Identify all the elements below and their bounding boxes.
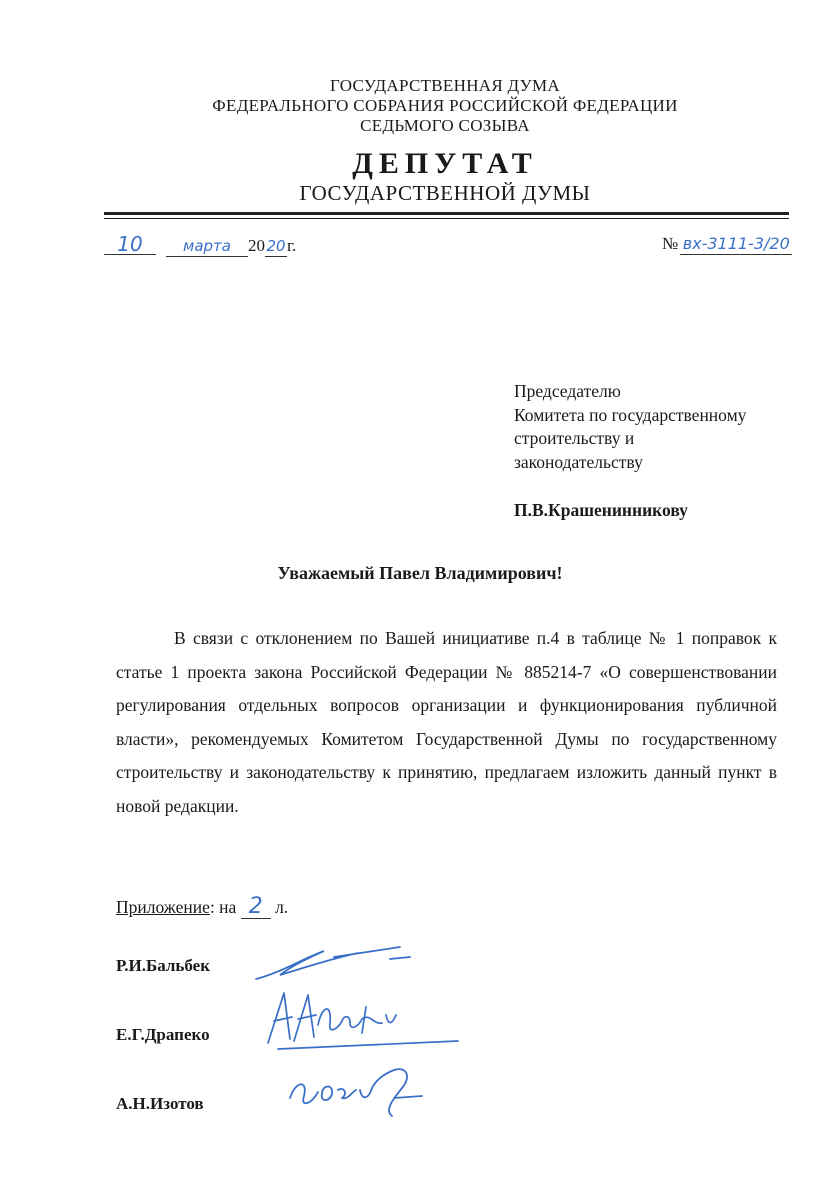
reference-number-field [662,234,792,255]
letterhead-line-1: ГОСУДАРСТВЕННАЯ ДУМА [330,76,560,95]
appendix-prefix: : на [209,897,237,917]
letterhead-line-3: СЕДЬМОГО СОЗЫВА [360,116,530,135]
signature-izotov [282,1060,452,1125]
signatory-name-2: Е.Г.Драпеко [116,1025,210,1044]
date-field [104,234,296,257]
letterhead-subtitle: ГОСУДАРСТВЕННОЙ ДУМЫ [299,181,591,205]
signature-drapeko [258,985,468,1060]
letterhead [100,76,790,206]
reference-number: вх-3111-3/20 [680,234,792,255]
signatory-name-3: А.Н.Изотов [116,1094,204,1113]
date-suffix: г. [287,236,297,255]
addressee-line-1: Председателю [514,381,621,401]
addressee-line-2: Комитета по государственному [514,404,747,425]
reference-label: № [662,234,679,253]
header-divider-thin [104,218,789,219]
date-year-suffix: 20 [266,237,286,255]
appendix-pages: 2 [241,896,271,919]
letterhead-title: ДЕПУТАТ [352,147,538,180]
letter-body: В связи с отклонением по Вашей инициативе п.4 в таблице № 1 поправок к статье 1 проекта закона Российской Федерации № 885214-7 «О совершенствовании регулирования отдельных вопросов организации и функционирования публичной власти», рекомендуемых Комитетом Государственной Думы по государственному строительству и законодательству к принятию, предлагаем изложить данный пункт в новой редакции. [116,628,777,816]
signatory-name-1: Р.И.Бальбек [116,956,211,975]
date-day: 10 [104,234,156,255]
addressee-name: П.В.Крашенинникову [514,500,688,520]
letterhead-line-2: ФЕДЕРАЛЬНОГО СОБРАНИЯ РОССИЙСКОЙ ФЕДЕРАЦИИ [212,96,678,115]
appendix-line [116,896,288,919]
appendix-suffix: л. [275,897,289,917]
header-divider-thick [104,212,789,215]
salutation: Уважаемый Павел Владимирович! [277,563,563,583]
addressee-line-4: законодательству [514,451,643,472]
date-year-prefix: 20 [248,236,265,255]
date-month: марта [166,236,248,257]
addressee-block [514,380,746,523]
addressee-line-3: строительству и [514,428,635,448]
signature-balbek [250,935,420,990]
appendix-label: Приложение [116,897,210,917]
